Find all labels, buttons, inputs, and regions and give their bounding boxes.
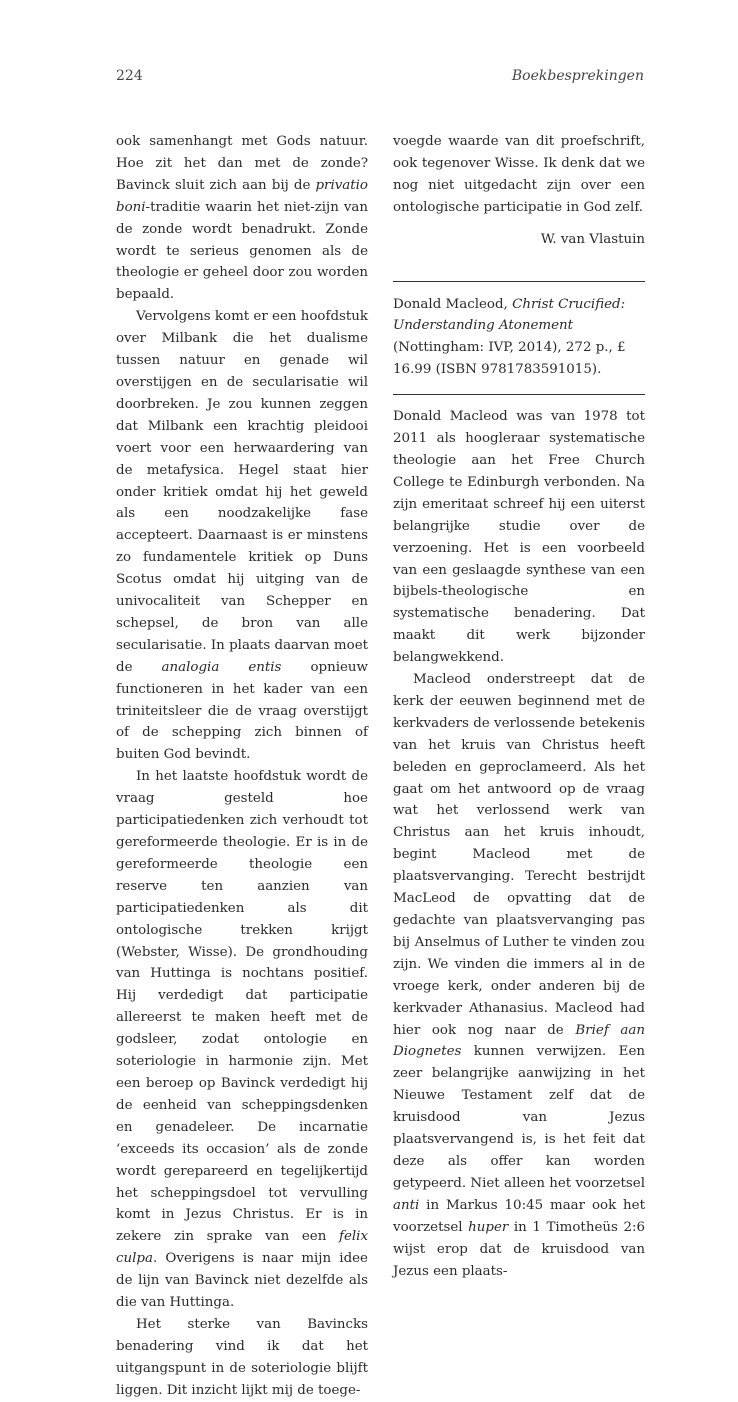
paragraph <box>116 1314 368 1402</box>
paragraph <box>393 406 645 669</box>
italic-text: felix culpa. <box>116 1229 368 1267</box>
review-body <box>393 406 645 1282</box>
text-run: in Markus 10:45 maar ook het voorzetsel <box>393 1197 645 1235</box>
italic-text: privatio boni <box>116 177 368 215</box>
book-citation <box>393 294 645 382</box>
text-run: Vervolgens komt er een hoofdstuk over Milbank die het dualisme tussen natuur en genade wil overstijgen en de secularisatie wil doorbreken. Je zou kunnen zeggen dat Milbank een krachtig pleidooi voert voor een herwaardering van de metafysica. Hegel staat hier onder kritiek omdat hij het geweld als een noodzakelijke fase accepteert. Daarnaast is er minstens zo fundamentele kritiek op Duns Scotus omdat hij uitging van de univocaliteit van Schepper en schepsel, de bron van alle secularisatie. In plaats daarvan moet de <box>116 309 369 675</box>
text-run: Het sterke van Bavincks benadering vind ik dat het uitgangspunt in de soteriologie blijft liggen. Dit inzicht lijkt mij de toege- <box>116 1316 368 1398</box>
text-run: (Nottingham: IVP, 2014), 272 p., £ 16.99 (ISBN 9781783591015). <box>393 340 626 378</box>
review-conclusion <box>393 131 645 219</box>
text-run: Overigens is naar mijn idee de lijn van Bavinck niet dezelfde als die van Huttinga. <box>116 1251 368 1311</box>
text-run: -traditie waarin het niet-zijn van de zonde wordt benadrukt. Zonde wordt te serieus genomen als de theologie er geheel door zou worden bepaald. <box>116 199 368 303</box>
italic-text: anti <box>393 1197 420 1213</box>
paragraph <box>393 669 645 1282</box>
italic-text: analogia entis <box>161 659 282 675</box>
paragraph <box>393 131 645 219</box>
section-divider <box>393 281 645 282</box>
paragraph <box>116 131 368 306</box>
paragraph <box>116 766 368 1314</box>
paragraph <box>116 306 368 766</box>
citation-divider <box>393 394 645 395</box>
text-run: in 1 Timotheüs 2:6 wijst erop dat de kruisdood van Jezus een plaats- <box>393 1219 645 1279</box>
italic-text: huper <box>468 1219 509 1235</box>
text-run: ook samenhangt met Gods natuur. Hoe zit het dan met de zonde? Bavinck sluit zich aan bij de <box>116 134 368 193</box>
reviewer-signature: W. van Vlastuin <box>540 231 645 247</box>
text-run: Macleod onderstreept dat de kerk der eeuwen beginnend met de kerkvaders de verlossende betekenis van het kruis van Christus heeft beleden en geproclameerd. Als het gaat om het antwoord op de vraag wat het verlossend werk van Christus aan het kruis inhoudt, begint Macleod met de plaatsvervanging. Terecht bestrijdt MacLeod de opvatting dat de gedachte van plaatsvervanging pas bij Anselmus of Luther te vinden zou zijn. We vinden die immers al in de vroege kerk, onder anderen bij de kerkvader Athanasius. Macleod had hier ook nog naar de <box>393 672 645 1038</box>
running-header: Boekbesprekingen <box>511 68 644 84</box>
page-number: 224 <box>116 68 143 84</box>
left-column <box>116 131 368 1402</box>
text-run: Donald Macleod, <box>393 296 513 312</box>
italic-text: Christ Crucified: Understanding Atonement <box>393 296 626 334</box>
italic-text: Brief aan Diognetes <box>393 1022 645 1060</box>
text-run: opnieuw functioneren in het kader van een triniteitsleer die de vraag overstijgt of de schepping zich binnen of buiten God bevindt. <box>116 659 368 763</box>
text-run: kunnen verwijzen. Een zeer belangrijke aanwijzing in het Nieuwe Testament zelf dat de kruisdood van Jezus plaatsvervangend is, is het feit dat deze als offer kan worden getypeerd. Niet alleen het voorzetsel <box>393 1044 645 1191</box>
right-column <box>393 131 645 1282</box>
text-run: In het laatste hoofdstuk wordt de vraag gesteld hoe participatiedenken zich verhoudt tot gereformeerde theologie. Er is in de gereformeerde theologie een reserve ten aanzien van participatiedenken als dit ontologische trekken krijgt (Webster, Wisse). De grondhouding van Huttinga is nochtans positief. Hij verdedigt dat participatie allereerst te maken heeft met de godsleer, zodat ontologie en soteriologie in harmonie zijn. Met een beroep op Bavinck verdedigt hij de eenheid van scheppingsdenken en genadeleer. De incarnatie ‘exceeds its occasion’ als de zonde wordt gerepareerd en tegelijkertijd het scheppingsdoel tot vervulling komt in Jezus Christus. Er is in zekere zin sprake van een <box>116 769 368 1245</box>
text-run: voegde waarde van dit proefschrift, ook tegenover Wisse. Ik denk dat we nog niet uitgedacht zijn over een ontologische participatie in God zelf. <box>393 134 645 215</box>
text-run: Donald Macleod was van 1978 tot 2011 als hoogleraar systematische theologie aan het Free Church College te Edinburgh verbonden. Na zijn emeritaat schreef hij een uiterst belangrijke studie over de verzoening. Het is een voorbeeld van een geslaagde synthese van een bijbels-theologische en systematische benadering. Dat maakt dit werk bijzonder belangwekkend. <box>393 409 645 666</box>
